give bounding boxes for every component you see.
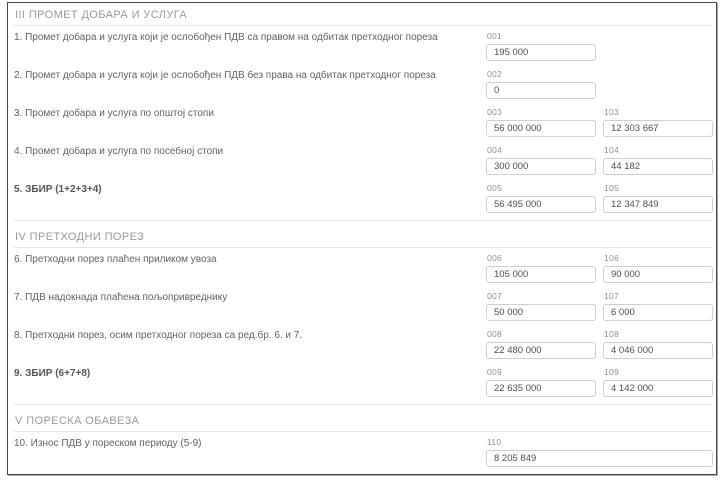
- row-fields: [486, 31, 713, 61]
- input-004[interactable]: [486, 158, 596, 175]
- row-fields: [486, 107, 713, 137]
- field-code-104: 104: [604, 145, 620, 155]
- input-107[interactable]: [603, 304, 713, 321]
- field-104: [603, 145, 713, 175]
- field-008: [486, 329, 596, 359]
- row-label: 4. Промет добара и услуга по посебној стопи: [14, 146, 224, 157]
- row-fields: [486, 367, 713, 397]
- field-108: [603, 329, 713, 359]
- field-003: [486, 107, 596, 137]
- row-label: 10. Износ ПДВ у пореском периоду (5-9): [14, 438, 202, 449]
- input-003[interactable]: [486, 120, 596, 137]
- row-label-sum: 9. ЗБИР (6+7+8): [14, 368, 91, 379]
- field-code-106: 106: [604, 253, 620, 263]
- field-code-109: 109: [604, 367, 620, 377]
- form-row-8: [14, 324, 713, 359]
- pdv-tax-form: [7, 2, 717, 475]
- form-row-1: [14, 26, 713, 61]
- form-row-7: [14, 286, 713, 321]
- input-105[interactable]: [603, 196, 713, 213]
- input-001[interactable]: [486, 44, 596, 61]
- field-106: [603, 253, 713, 283]
- field-005: [486, 183, 596, 213]
- section-title: IV ПРЕТХОДНИ ПОРЕЗ: [14, 221, 713, 248]
- input-005[interactable]: [486, 196, 596, 213]
- field-103: [603, 107, 713, 137]
- row-label: 1. Промет добара и услуга који је ослобођен ПДВ са правом на одбитак претходног пореза: [14, 32, 438, 43]
- row-label: 7. ПДВ надокнада плаћена пољопривреднику: [14, 292, 228, 303]
- input-104[interactable]: [603, 158, 713, 175]
- row-fields: [486, 145, 713, 175]
- form-row-3: [14, 102, 713, 137]
- field-110: [486, 437, 713, 467]
- section-title: V ПОРЕСКА ОБАВЕЗА: [14, 405, 713, 432]
- field-107: [603, 291, 713, 321]
- field-006: [486, 253, 596, 283]
- row-label-sum: 5. ЗБИР (1+2+3+4): [14, 184, 102, 195]
- input-009[interactable]: [486, 380, 596, 397]
- input-110[interactable]: [486, 450, 713, 467]
- field-code-009: 009: [487, 367, 503, 377]
- field-code-108: 108: [604, 329, 620, 339]
- form-row-6: [14, 248, 713, 283]
- row-fields: [486, 69, 713, 99]
- input-006[interactable]: [486, 266, 596, 283]
- form-row-5-sum: [14, 178, 713, 213]
- field-007: [486, 291, 596, 321]
- form-row-4: [14, 140, 713, 175]
- field-code-107: 107: [604, 291, 620, 301]
- row-fields: [486, 253, 713, 283]
- field-code-004: 004: [487, 145, 503, 155]
- section-promet-dobara-i-usluga: [14, 3, 713, 213]
- row-fields: [486, 437, 713, 467]
- field-code-105: 105: [604, 183, 620, 193]
- field-code-003: 003: [487, 107, 503, 117]
- input-109[interactable]: [603, 380, 713, 397]
- row-fields: [486, 183, 713, 213]
- field-105: [603, 183, 713, 213]
- input-103[interactable]: [603, 120, 713, 137]
- field-code-005: 005: [487, 183, 503, 193]
- input-002[interactable]: [486, 82, 596, 99]
- field-004: [486, 145, 596, 175]
- section-title: III ПРОМЕТ ДОБАРА И УСЛУГА: [14, 3, 713, 26]
- row-label: 8. Претходни порез, осим претходног пореза са ред.бр. 6. и 7.: [14, 330, 303, 341]
- field-002: [486, 69, 596, 99]
- row-label: 2. Промет добара и услуга који је ослобођен ПДВ без права на одбитак претходног пореза: [14, 70, 436, 81]
- form-row-2: [14, 64, 713, 99]
- field-code-008: 008: [487, 329, 503, 339]
- field-code-006: 006: [487, 253, 503, 263]
- form-row-10: [14, 432, 713, 467]
- field-code-007: 007: [487, 291, 503, 301]
- row-fields: [486, 291, 713, 321]
- input-106[interactable]: [603, 266, 713, 283]
- row-label: 6. Претходни порез плаћен приликом увоза: [14, 254, 217, 265]
- section-poreska-obaveza: [14, 404, 713, 467]
- row-label: 3. Промет добара и услуга по општој стопи: [14, 108, 214, 119]
- field-109: [603, 367, 713, 397]
- input-008[interactable]: [486, 342, 596, 359]
- field-code-001: 001: [487, 31, 503, 41]
- field-code-110: 110: [487, 437, 502, 447]
- form-row-9-sum: [14, 362, 713, 397]
- field-009: [486, 367, 596, 397]
- row-fields: [486, 329, 713, 359]
- input-108[interactable]: [603, 342, 713, 359]
- field-001: [486, 31, 596, 61]
- input-007[interactable]: [486, 304, 596, 321]
- field-code-103: 103: [604, 107, 620, 117]
- field-code-002: 002: [487, 69, 503, 79]
- section-prethodni-porez: [14, 220, 713, 397]
